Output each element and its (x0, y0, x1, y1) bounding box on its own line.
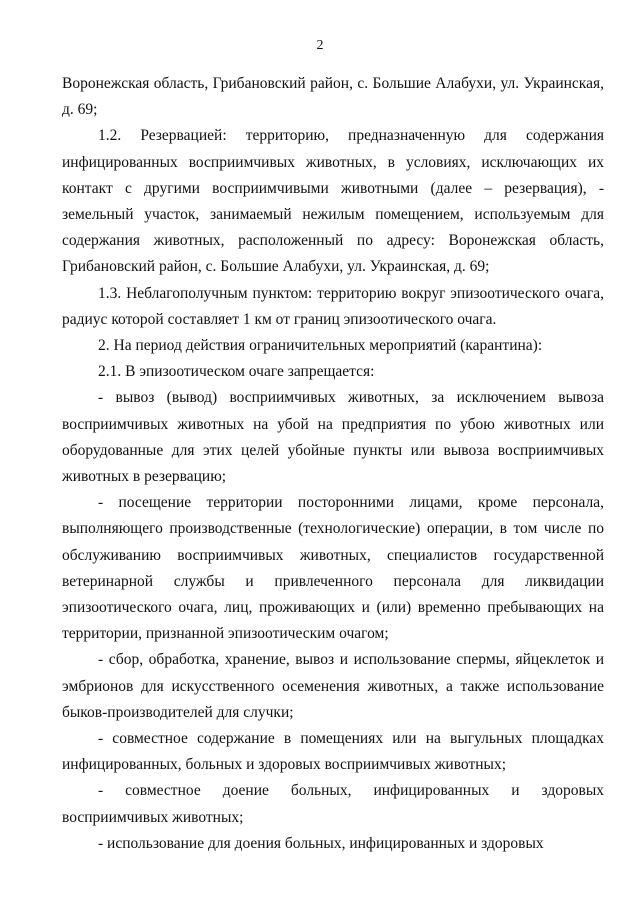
paragraph-1-2-reservation: 1.2. Резервацией: территорию, предназначенную для содержания инфицированных восприимчивых животных, в условиях, исключающих их контакт с другими восприимчивыми животными (далее – резервация), - земельный участок, занимаемый нежилым помещением, используемым для содержания животных, расположенный по адресу: Воронежская область, Грибановский район, с. Большие Алабухи, ул. Украинская, д. 69; (62, 127, 604, 276)
list-item-visiting-territory: - посещение территории посторонними лицами, кроме персонала, выполняющего производственные (технологические) операции, в том числе по обслуживанию восприимчивых животных, специалистов государственной ветеринарной службы и привлеченного персонала для ликвидации эпизоотического очага, лиц, проживающих и (или) временно пребывающих на территории, признанной эпизоотическим очагом; (62, 494, 604, 643)
paragraph-2-1-prohibitions: 2.1. В эпизоотическом очаге запрещается: (98, 363, 375, 381)
paragraph-2-quarantine-period: 2. На период действия ограничительных мероприятий (карантина): (98, 337, 543, 355)
document-body (62, 71, 604, 857)
list-item-collection-sperm: - сбор, обработка, хранение, вывоз и использование спермы, яйцеклеток и эмбрионов для искусственного осеменения животных, а также использование быков-производителей для случки; (62, 651, 604, 721)
list-item-joint-milking: - совместное доение больных, инфицированных и здоровых восприимчивых животных; (62, 782, 604, 826)
list-item-export-animals: - вывоз (вывод) восприимчивых животных, за исключением вывоза восприимчивых животных на убой на предприятия по убою животных или оборудованные для этих целей убойные пункты или вывоза восприимчивых животных в резервацию; (62, 389, 604, 486)
list-item-milking-use: - использование для доения больных, инфицированных и здоровых (98, 834, 544, 852)
paragraph-address-continued: Воронежская область, Грибановский район, с. Большие Алабухи, ул. Украинская, д. 69; (62, 75, 604, 119)
paragraph-1-3-unfavorable-point: 1.3. Неблагополучным пунктом: территорию вокруг эпизоотического очага, радиус которой составляет 1 км от границ эпизоотического очага. (62, 284, 604, 328)
list-item-joint-keeping: - совместное содержание в помещениях или на выгульных площадках инфицированных, больных и здоровых восприимчивых животных; (62, 730, 604, 774)
page-number: 2 (316, 38, 324, 53)
